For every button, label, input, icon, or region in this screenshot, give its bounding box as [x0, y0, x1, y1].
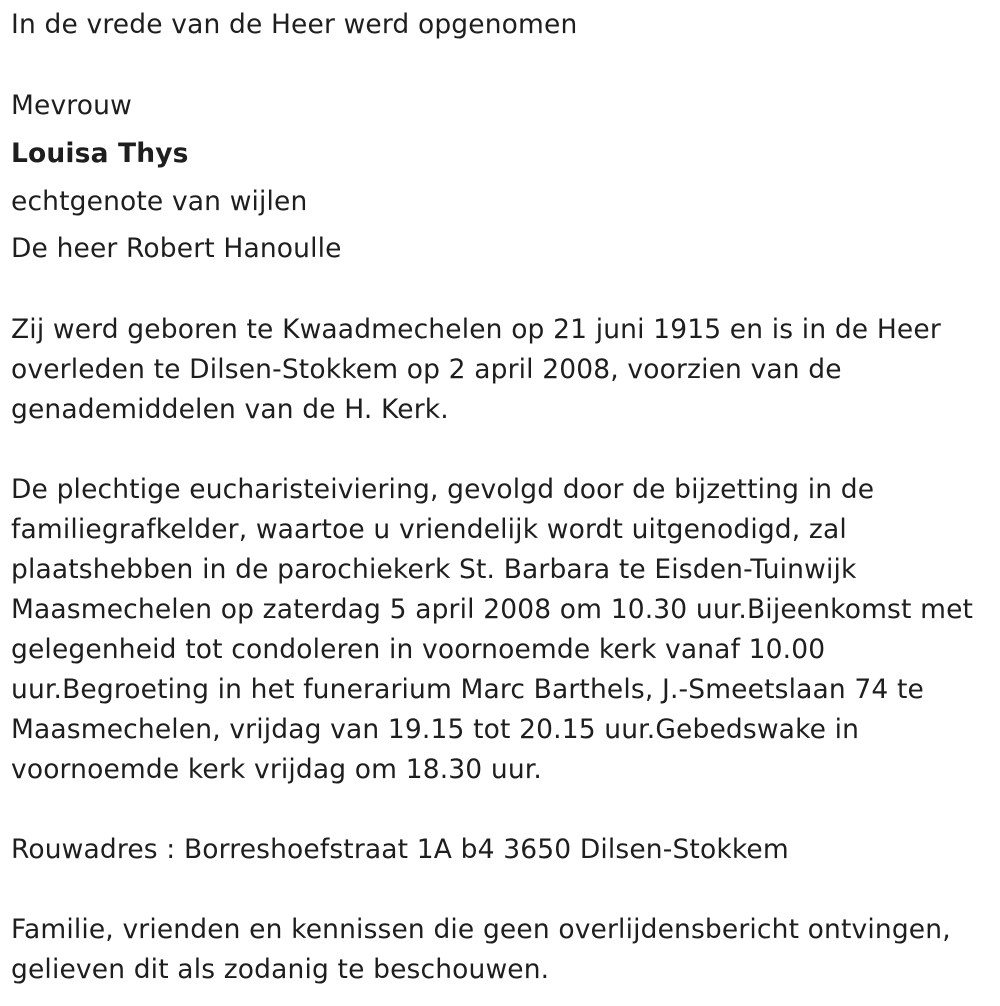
paragraph-line: plaatshebben in de parochiekerk St. Barbara te Eisden-Tuinwijk	[11, 554, 857, 585]
paragraph-line: gelieven dit als zodanig te beschouwen.	[11, 954, 550, 985]
paragraph-line: Zij werd geboren te Kwaadmechelen op 21 juni 1915 en is in de Heer	[11, 314, 941, 345]
paragraph-line: overleden te Dilsen-Stokkem op 2 april 2008, voorzien van de	[11, 354, 842, 385]
paragraph-line: Familie, vrienden en kennissen die geen overlijdensbericht ontvingen,	[11, 914, 951, 945]
paragraph-line: gelegenheid tot condoleren in voornoemde kerk vanaf 10.00	[11, 634, 826, 665]
spouse-line: De heer Robert Hanoulle	[11, 233, 342, 264]
paragraph-line: voornoemde kerk vrijdag om 18.30 uur.	[11, 754, 542, 785]
relation-line: echtgenote van wijlen	[11, 186, 308, 217]
paragraph-line: uur.Begroeting in het funerarium Marc Barthels, J.-Smeetslaan 74 te	[11, 674, 924, 705]
paragraph-line: familiegrafkelder, waartoe u vriendelijk wordt uitgenodigd, zal	[11, 514, 847, 545]
paragraph-line: genademiddelen van de H. Kerk.	[11, 394, 449, 425]
deceased-name: Louisa Thys	[11, 138, 189, 169]
mourning-address: Rouwadres : Borreshoefstraat 1A b4 3650 Dilsen-Stokkem	[11, 834, 789, 865]
paragraph-line: Maasmechelen, vrijdag van 19.15 tot 20.15 uur.Gebedswake in	[11, 714, 860, 745]
paragraph-line: Maasmechelen op zaterdag 5 april 2008 om 10.30 uur.Bijeenkomst met	[11, 594, 974, 625]
salutation: Mevrouw	[11, 90, 132, 121]
intro-line: In de vrede van de Heer werd opgenomen	[11, 9, 578, 40]
paragraph-line: De plechtige eucharisteiviering, gevolgd door de bijzetting in de	[11, 474, 875, 505]
